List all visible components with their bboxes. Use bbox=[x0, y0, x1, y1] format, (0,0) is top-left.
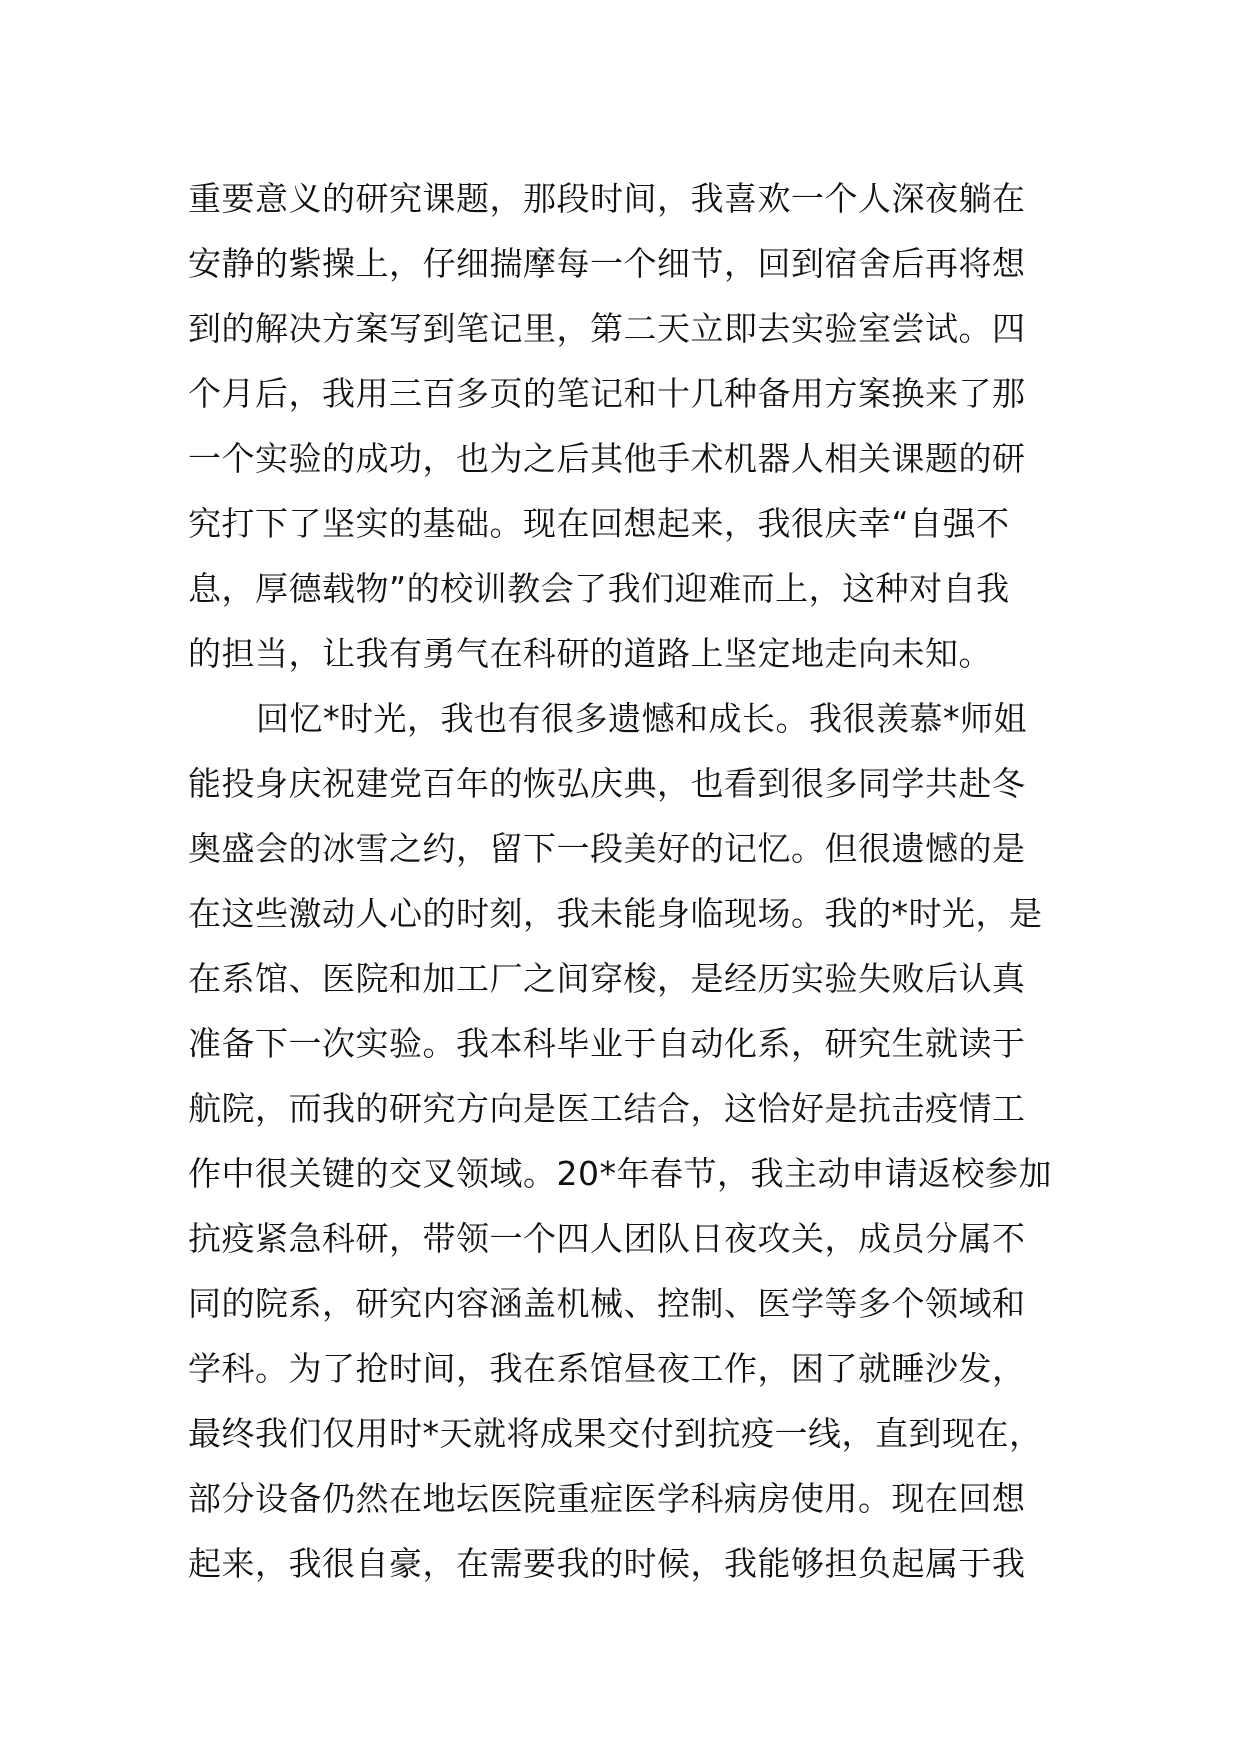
text-line: 安静的紫操上，仔细揣摩每一个细节，回到宿舍后再将想 bbox=[188, 244, 1026, 283]
body-text bbox=[188, 166, 1060, 1596]
text-line: 到的解决方案写到笔记里，第二天立即去实验室尝试。四 bbox=[188, 309, 1026, 348]
text-line: 能投身庆祝建党百年的恢弘庆典，也看到很多同学共赴冬 bbox=[188, 764, 1026, 803]
text-line: 究打下了坚实的基础。现在回想起来，我很庆幸“自强不 bbox=[188, 504, 1010, 543]
text-line: 学科。为了抢时间，我在系馆昼夜工作，困了就睡沙发， bbox=[188, 1349, 1026, 1388]
text-line: 的担当，让我有勇气在科研的道路上坚定地走向未知。 bbox=[188, 634, 992, 673]
text-line: 抗疫紧急科研，带领一个四人团队日夜攻关，成员分属不 bbox=[188, 1219, 1026, 1258]
text-line: 部分设备仍然在地坛医院重症医学科病房使用。现在回想 bbox=[188, 1479, 1026, 1518]
text-line: 个月后，我用三百多页的笔记和十几种备用方案换来了那 bbox=[188, 374, 1026, 413]
text-line: 航院，而我的研究方向是医工结合，这恰好是抗击疫情工 bbox=[188, 1089, 1026, 1128]
text-line: 准备下一次实验。我本科毕业于自动化系，研究生就读于 bbox=[188, 1024, 1026, 1063]
text-line: 在系馆、医院和加工厂之间穿梭，是经历实验失败后认真 bbox=[188, 959, 1026, 998]
text-line: 起来，我很自豪，在需要我的时候，我能够担负起属于我 bbox=[188, 1544, 1026, 1583]
text-line: 同的院系，研究内容涵盖机械、控制、医学等多个领域和 bbox=[188, 1284, 1026, 1323]
paragraph-start-line: 回忆*时光，我也有很多遗憾和成长。我很羡慕*师姐 bbox=[256, 699, 1027, 738]
text-line: 最终我们仅用时*天就将成果交付到抗疫一线，直到现在， bbox=[188, 1414, 1043, 1453]
text-line: 息，厚德载物”的校训教会了我们迎难而上，这种对自我 bbox=[188, 569, 1010, 608]
text-line: 在这些激动人心的时刻，我未能身临现场。我的*时光，是 bbox=[188, 894, 1043, 933]
text-line: 作中很关键的交叉领域。20*年春节，我主动申请返校参加 bbox=[188, 1154, 1052, 1193]
text-line: 奥盛会的冰雪之约，留下一段美好的记忆。但很遗憾的是 bbox=[188, 829, 1026, 868]
text-line: 重要意义的研究课题，那段时间，我喜欢一个人深夜躺在 bbox=[188, 179, 1026, 218]
text-line: 一个实验的成功，也为之后其他手术机器人相关课题的研 bbox=[188, 439, 1026, 478]
